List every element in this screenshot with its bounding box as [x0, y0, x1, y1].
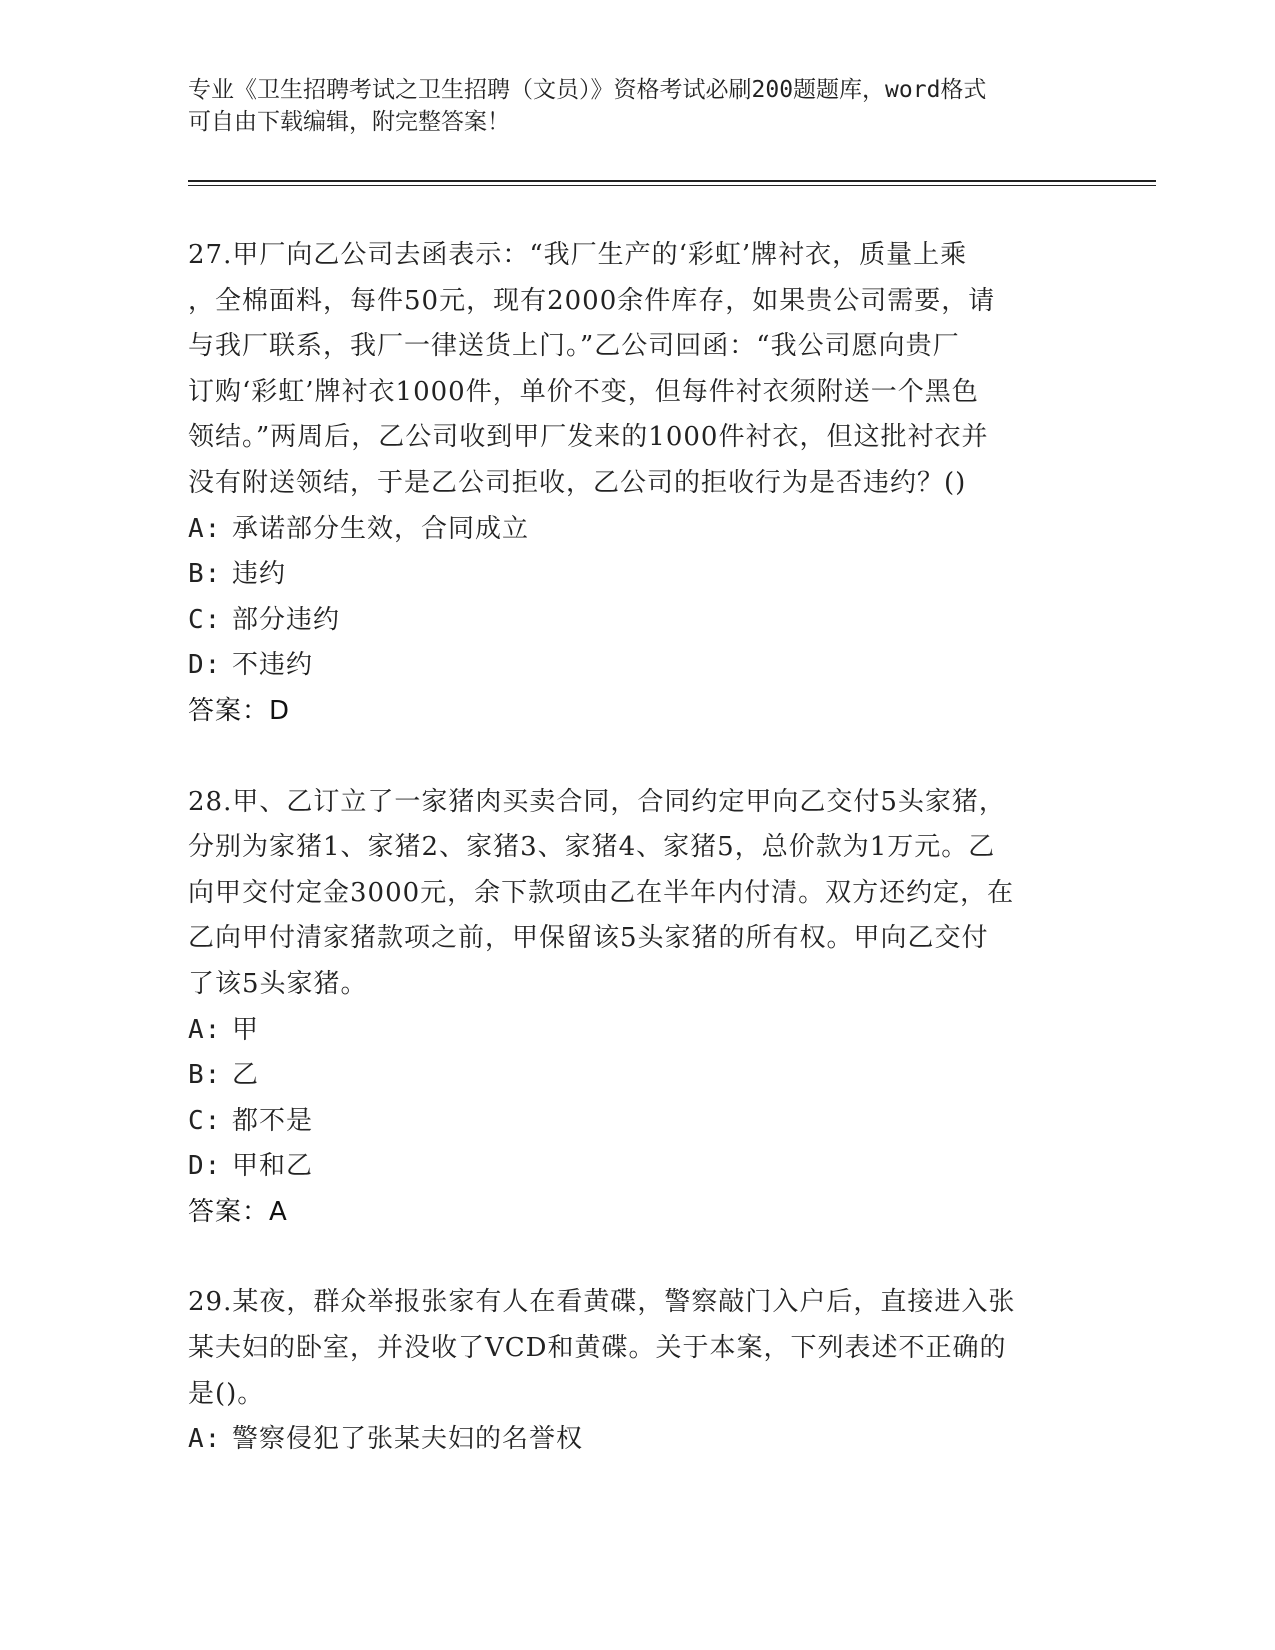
option-b	[188, 552, 1088, 598]
option-text: 甲	[232, 1014, 260, 1045]
option-letter: D:	[188, 1151, 222, 1182]
option-text: 承诺部分生效，合同成立	[232, 513, 530, 544]
question-text-line: 28.甲、乙订立了一家猪肉买卖合同，合同约定甲向乙交付5头家猪，	[188, 786, 1006, 817]
question-text-line: 27.甲厂向乙公司去函表示：“我厂生产的‘彩虹’牌衬衣，质量上乘	[188, 240, 968, 270]
option-text: 甲和乙	[232, 1151, 314, 1182]
question-text-line: 领结。”两周后，乙公司收到甲厂发来的1000件衬衣，但这批衬衣并	[188, 422, 989, 453]
question-text-line: 29.某夜，群众举报张家有人在看黄碟，警察敲门入户后，直接进入张	[188, 1287, 1016, 1318]
option-letter: A:	[188, 513, 222, 544]
question-text-line: 向甲交付定金3000元，余下款项由乙在半年内付清。双方还约定，在	[188, 877, 1015, 908]
header-title-line-2: 可自由下载编辑，附完整答案！	[188, 109, 510, 135]
option-d	[188, 643, 1088, 689]
answer-label: 答案：D	[188, 695, 291, 726]
option-text: 警察侵犯了张某夫妇的名誉权	[232, 1424, 584, 1455]
option-letter: C:	[188, 604, 222, 635]
header-divider-thin	[188, 185, 1156, 186]
question-28	[188, 780, 1088, 1236]
option-c	[188, 1099, 1088, 1145]
option-text: 都不是	[232, 1105, 314, 1136]
option-text: 不违约	[232, 650, 314, 681]
option-d	[188, 1144, 1088, 1190]
option-text: 违约	[232, 559, 287, 590]
option-letter: C:	[188, 1105, 222, 1136]
question-text-line: 乙向甲付清家猪款项之前，甲保留该5头家猪的所有权。甲向乙交付	[188, 923, 989, 954]
option-b	[188, 1053, 1088, 1099]
option-a	[188, 507, 1088, 553]
header-divider-thick	[188, 180, 1156, 182]
option-letter: B:	[188, 1060, 222, 1091]
option-a	[188, 1417, 1088, 1463]
question-text-line: 订购‘彩虹’牌衬衣1000件，单价不变，但每件衬衣须附送一个黑色	[188, 376, 979, 407]
question-27	[188, 233, 1088, 735]
document-header	[188, 74, 1088, 138]
option-a	[188, 1008, 1088, 1054]
option-text: 乙	[232, 1060, 260, 1091]
header-title-line-1: 专业《卫生招聘考试之卫生招聘（文员）》资格考试必刷200题题库，word格式	[188, 77, 987, 103]
question-list	[188, 233, 1088, 1463]
question-text-line: 没有附送领结，于是乙公司拒收，乙公司的拒收行为是否违约？()	[188, 467, 967, 498]
option-letter: B:	[188, 559, 222, 590]
option-text: 部分违约	[232, 604, 341, 635]
question-text-line: 分别为家猪1、家猪2、家猪3、家猪4、家猪5，总价款为1万元。乙	[188, 832, 996, 863]
option-letter: D:	[188, 650, 222, 681]
question-29	[188, 1280, 1088, 1462]
option-letter: A:	[188, 1424, 222, 1455]
question-text-line: 是()。	[188, 1378, 265, 1409]
question-text-line: 了该5头家猪。	[188, 968, 368, 999]
question-text-line: 与我厂联系，我厂一律送货上门。”乙公司回函：“我公司愿向贵厂	[188, 331, 960, 362]
question-text-line: ，全棉面料，每件50元，现有2000余件库存，如果贵公司需要，请	[188, 285, 996, 316]
answer-label: 答案：A	[188, 1196, 288, 1227]
option-letter: A:	[188, 1014, 222, 1045]
question-text-line: 某夫妇的卧室，并没收了VCD和黄碟。关于本案，下列表述不正确的	[188, 1333, 1007, 1364]
option-c	[188, 598, 1088, 644]
